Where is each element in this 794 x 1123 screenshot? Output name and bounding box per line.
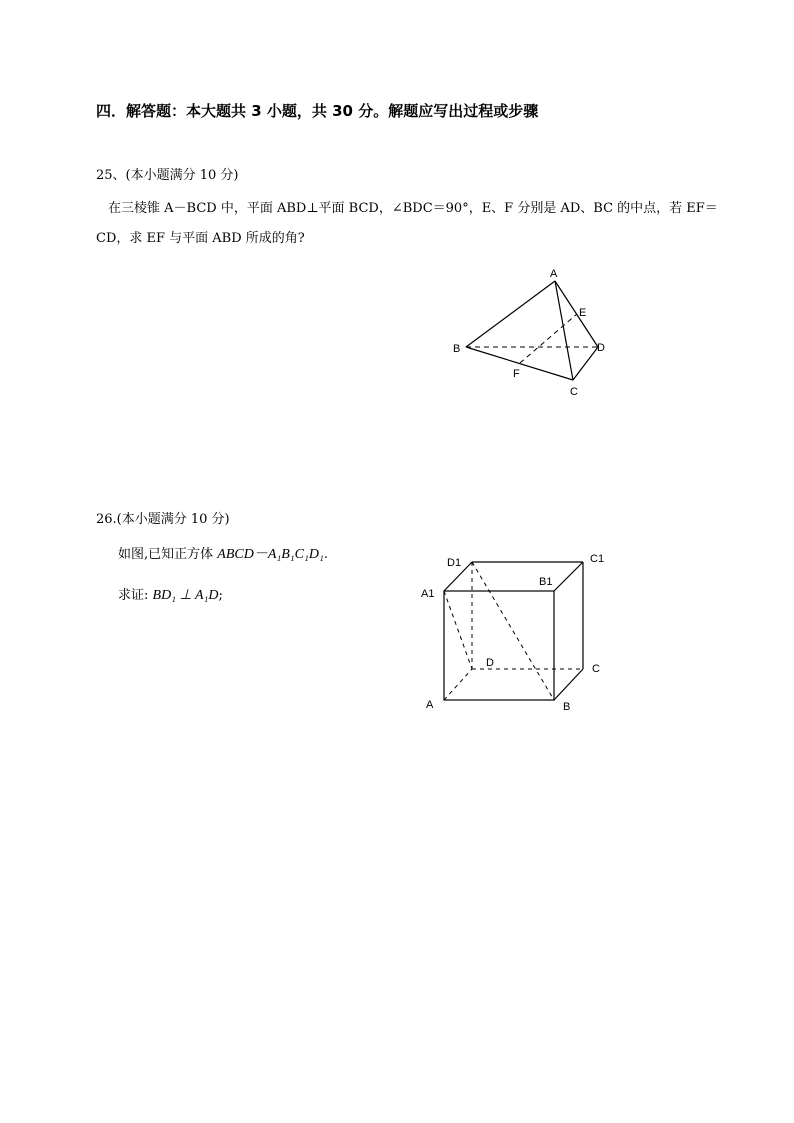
label-D: D [486, 657, 494, 669]
q26-prove-prefix: 求证: [118, 588, 153, 603]
label-D1: D1 [447, 557, 462, 569]
front-face [444, 591, 554, 700]
edge-DC [573, 347, 598, 380]
label-A: A [426, 699, 434, 711]
q26-prove [118, 584, 223, 604]
q26-given-prefix: 如图,已知正方体 [118, 547, 218, 562]
q25-text-line1: 在三棱锥 A－BCD 中，平面 ABD⊥平面 BCD，∠BDC＝90°，E、F 分别是 AD、BC 的中点，若 EF＝ [108, 201, 718, 216]
diagonal-A1D [444, 591, 472, 669]
q26-cube-figure [415, 548, 615, 718]
q25-header: 25、(本小题满分 10 分) [96, 168, 239, 183]
q25-text-line2: CD，求 EF 与平面 ABD 所成的角? [96, 231, 305, 246]
label-B1: B1 [539, 576, 553, 588]
edge-AD-hidden [444, 669, 472, 700]
q26-given [118, 543, 328, 563]
q26-prove-math: BD₁ ⊥ A₁D [152, 588, 219, 603]
label-B: B [453, 343, 461, 355]
edge-CB [554, 669, 583, 700]
label-F: F [513, 368, 520, 380]
edge-AB [466, 281, 555, 347]
label-A1: A1 [421, 588, 435, 600]
q26-given-suffix: . [323, 547, 328, 562]
label-A: A [550, 268, 558, 280]
label-C: C [570, 386, 578, 398]
label-C: C [592, 663, 600, 675]
q26-given-math: ABCD－A₁B₁C₁D₁ [217, 547, 324, 562]
section-title: 四．解答题：本大题共 3 小题，共 30 分。解题应写出过程或步骤 [96, 102, 539, 120]
q26-header: 26.(本小题满分 10 分) [96, 512, 230, 527]
label-C1: C1 [590, 553, 605, 565]
q26-prove-suffix: ; [218, 588, 223, 603]
edge-C1B1 [554, 562, 583, 591]
label-E: E [579, 307, 587, 319]
label-B: B [563, 701, 571, 713]
label-D: D [597, 342, 605, 354]
q25-tetrahedron-figure [440, 262, 620, 402]
